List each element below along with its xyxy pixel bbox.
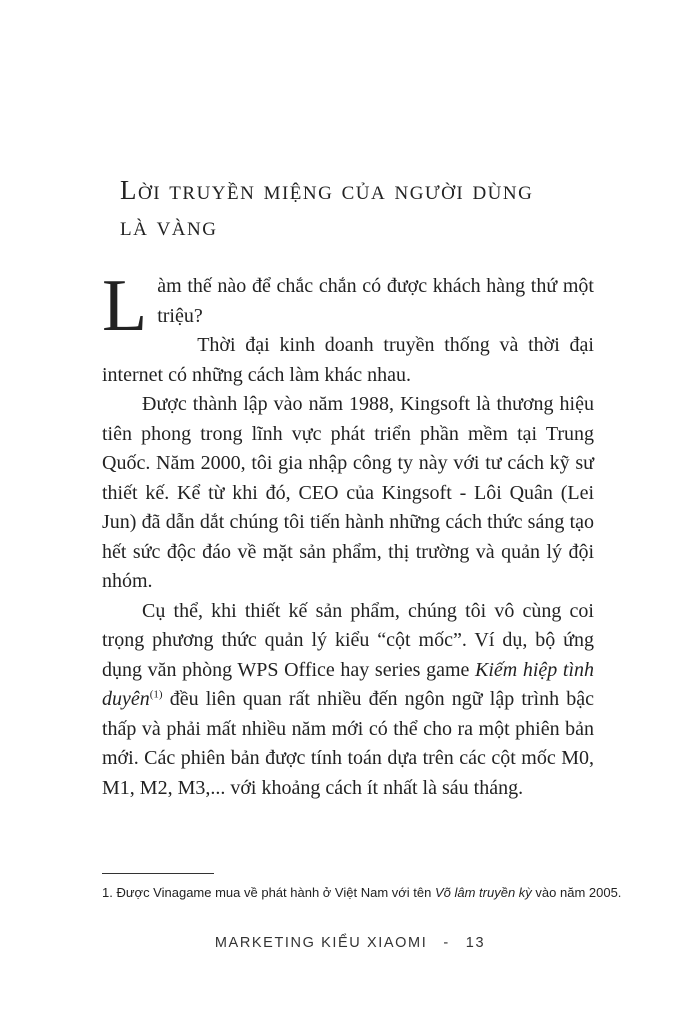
paragraph-4-text-after: đều liên quan rất nhiều đến ngôn ngữ lập trình bậc thấp và phải mất nhiều năm mới có thể cho ra một phiên bản mới. Các phiên bản được tính toán dựa trên các cột mốc M0, M1, M2, M3,... với khoảng cách ít nhất là sáu tháng.: [102, 688, 594, 799]
footer-book-title: MARKETING KIỂU XIAOMI: [214, 935, 428, 951]
paragraph-4-text-before: Cụ thể, khi thiết kế sản phẩm, chúng tôi vô cùng coi trọng phương thức quản lý kiểu “cột mốc”. Ví dụ, bộ ứng dụng văn phòng WPS Office hay series game: [102, 599, 594, 681]
paragraph-2: Thời đại kinh doanh truyền thống và thời đại internet có những cách làm khác nhau.: [102, 334, 594, 386]
footnote-reference: (1): [149, 688, 163, 701]
chapter-title-line-2: là vàng: [120, 211, 218, 241]
chapter-title-line-1: Lời truyền miệng của người dùng: [120, 175, 534, 205]
footnote: [102, 884, 622, 902]
footnote-divider: [102, 873, 214, 874]
body-text: [102, 265, 595, 803]
drop-cap: L: [102, 265, 148, 347]
page-number: 13: [465, 935, 486, 951]
paragraph-3: Được thành lập vào năm 1988, Kingsoft là thương hiệu tiên phong trong lĩnh vực phát triển phần mềm tại Trung Quốc. Năm 2000, tôi gia nhập công ty này với tư cách kỹ sư thiết kế. Kể từ khi đó, CEO của Kingsoft - Lôi Quân (Lei Jun) đã dẫn dắt chúng tôi tiến hành những cách thức sáng tạo hết sức độc đáo về mặt sản phẩm, thị trường và quản lý đội nhóm.: [102, 393, 594, 592]
paragraph-1: [102, 265, 594, 347]
footnote-text-before: 1. Được Vinagame mua về phát hành ở Việt Nam với tên: [102, 885, 435, 900]
footnote-title-italic: Võ lâm truyền kỳ: [434, 885, 532, 900]
paragraph-1-text: àm thế nào để chắc chắn có được khách hàng thứ một triệu?: [157, 275, 594, 327]
footer-separator: -: [443, 935, 450, 951]
running-footer: [0, 935, 700, 951]
paragraph-4: [102, 597, 594, 804]
chapter-title: [120, 172, 600, 244]
game-title-italic: Kiếm hiệp tình duyên: [102, 658, 595, 710]
footnote-text-after: vào năm 2005.: [531, 885, 622, 900]
